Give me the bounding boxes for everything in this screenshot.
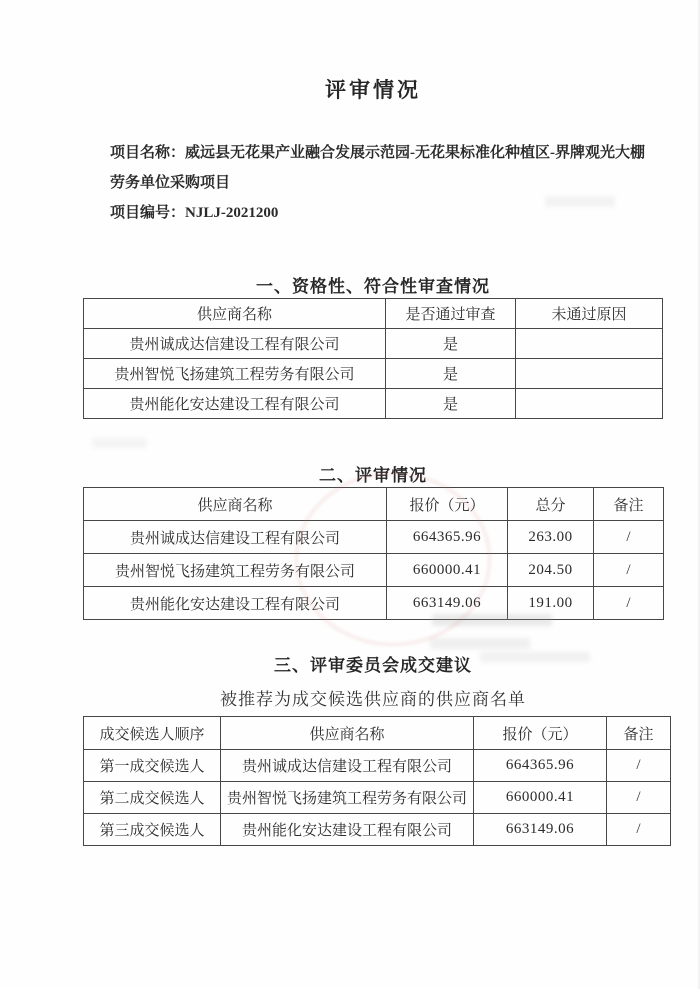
- table-cell-passed: 是: [386, 359, 516, 389]
- section3-heading: 三、评审委员会成交建议: [274, 656, 472, 675]
- section1-heading: 一、资格性、符合性审查情况: [256, 277, 490, 296]
- recommended-list-subtitle: 被推荐为成交候选供应商的供应商名单: [220, 690, 526, 709]
- header-passed-review: 是否通过审查: [386, 299, 516, 329]
- table-cell-reason: [516, 359, 663, 389]
- header-supplier-name: 供应商名称: [84, 488, 387, 521]
- table-cell-passed: 是: [386, 329, 516, 359]
- table-cell-supplier: 贵州诚成达信建设工程有限公司: [84, 521, 387, 554]
- bleedthrough-smudge: [430, 638, 530, 649]
- qualification-review-table: [83, 298, 663, 419]
- table-cell-candidate-order: 第二成交候选人: [84, 782, 221, 814]
- header-fail-reason: 未通过原因: [516, 299, 663, 329]
- header-total-score: 总分: [508, 488, 594, 521]
- table-row: [84, 814, 671, 846]
- table-header-row: [84, 299, 663, 329]
- header-remark: 备注: [607, 717, 671, 750]
- header-supplier-name: 供应商名称: [84, 299, 386, 329]
- table-cell-price: 660000.41: [474, 782, 607, 814]
- table-cell-remark: /: [594, 587, 664, 620]
- table-row: [84, 554, 664, 587]
- table-header-row: [84, 488, 664, 521]
- table-cell-supplier: 贵州能化安达建设工程有限公司: [84, 389, 386, 419]
- bleedthrough-smudge: [92, 438, 147, 448]
- table-row: [84, 389, 663, 419]
- project-name-line: [110, 138, 650, 198]
- header-supplier-name: 供应商名称: [221, 717, 474, 750]
- table-row: [84, 329, 663, 359]
- header-bid-price: 报价（元）: [387, 488, 508, 521]
- table-row: [84, 750, 671, 782]
- table-cell-supplier: 贵州诚成达信建设工程有限公司: [221, 750, 474, 782]
- table-row: [84, 359, 663, 389]
- table-cell-price: 663149.06: [387, 587, 508, 620]
- project-name-label: 项目名称：: [110, 145, 186, 161]
- table-cell-price: 664365.96: [474, 750, 607, 782]
- table-cell-remark: /: [607, 750, 671, 782]
- project-number-value: NJLJ-2021200: [185, 205, 279, 221]
- table-cell-price: 660000.41: [387, 554, 508, 587]
- table-cell-supplier: 贵州能化安达建设工程有限公司: [221, 814, 474, 846]
- table-row: [84, 782, 671, 814]
- header-remark: 备注: [594, 488, 664, 521]
- table-cell-supplier: 贵州能化安达建设工程有限公司: [84, 587, 387, 620]
- table-cell-score: 191.00: [508, 587, 594, 620]
- table-row: [84, 587, 664, 620]
- table-cell-remark: /: [607, 782, 671, 814]
- project-name-value: 威远县无花果产业融合发展示范园-无花果标准化种植区-界牌观光大棚劳务单位采购项目: [110, 145, 646, 191]
- page-title: 评审情况: [325, 78, 421, 102]
- table-cell-remark: /: [607, 814, 671, 846]
- header-bid-price: 报价（元）: [474, 717, 607, 750]
- table-cell-price: 663149.06: [474, 814, 607, 846]
- project-number-label: 项目编号：: [110, 205, 186, 221]
- table-cell-reason: [516, 329, 663, 359]
- table-header-row: [84, 717, 671, 750]
- table-cell-price: 664365.96: [387, 521, 508, 554]
- section2-heading: 二、评审情况: [319, 466, 427, 485]
- table-row: [84, 521, 664, 554]
- table-cell-supplier: 贵州智悦飞扬建筑工程劳务有限公司: [84, 554, 387, 587]
- table-cell-score: 204.50: [508, 554, 594, 587]
- award-candidates-table: [83, 716, 671, 846]
- table-cell-score: 263.00: [508, 521, 594, 554]
- table-cell-passed: 是: [386, 389, 516, 419]
- table-cell-candidate-order: 第三成交候选人: [84, 814, 221, 846]
- table-cell-supplier: 贵州智悦飞扬建筑工程劳务有限公司: [221, 782, 474, 814]
- table-cell-remark: /: [594, 521, 664, 554]
- header-candidate-order: 成交候选人顺序: [84, 717, 221, 750]
- project-number-line: [110, 198, 650, 228]
- table-cell-remark: /: [594, 554, 664, 587]
- table-cell-supplier: 贵州诚成达信建设工程有限公司: [84, 329, 386, 359]
- table-cell-supplier: 贵州智悦飞扬建筑工程劳务有限公司: [84, 359, 386, 389]
- evaluation-result-table: [83, 487, 664, 620]
- table-cell-reason: [516, 389, 663, 419]
- table-cell-candidate-order: 第一成交候选人: [84, 750, 221, 782]
